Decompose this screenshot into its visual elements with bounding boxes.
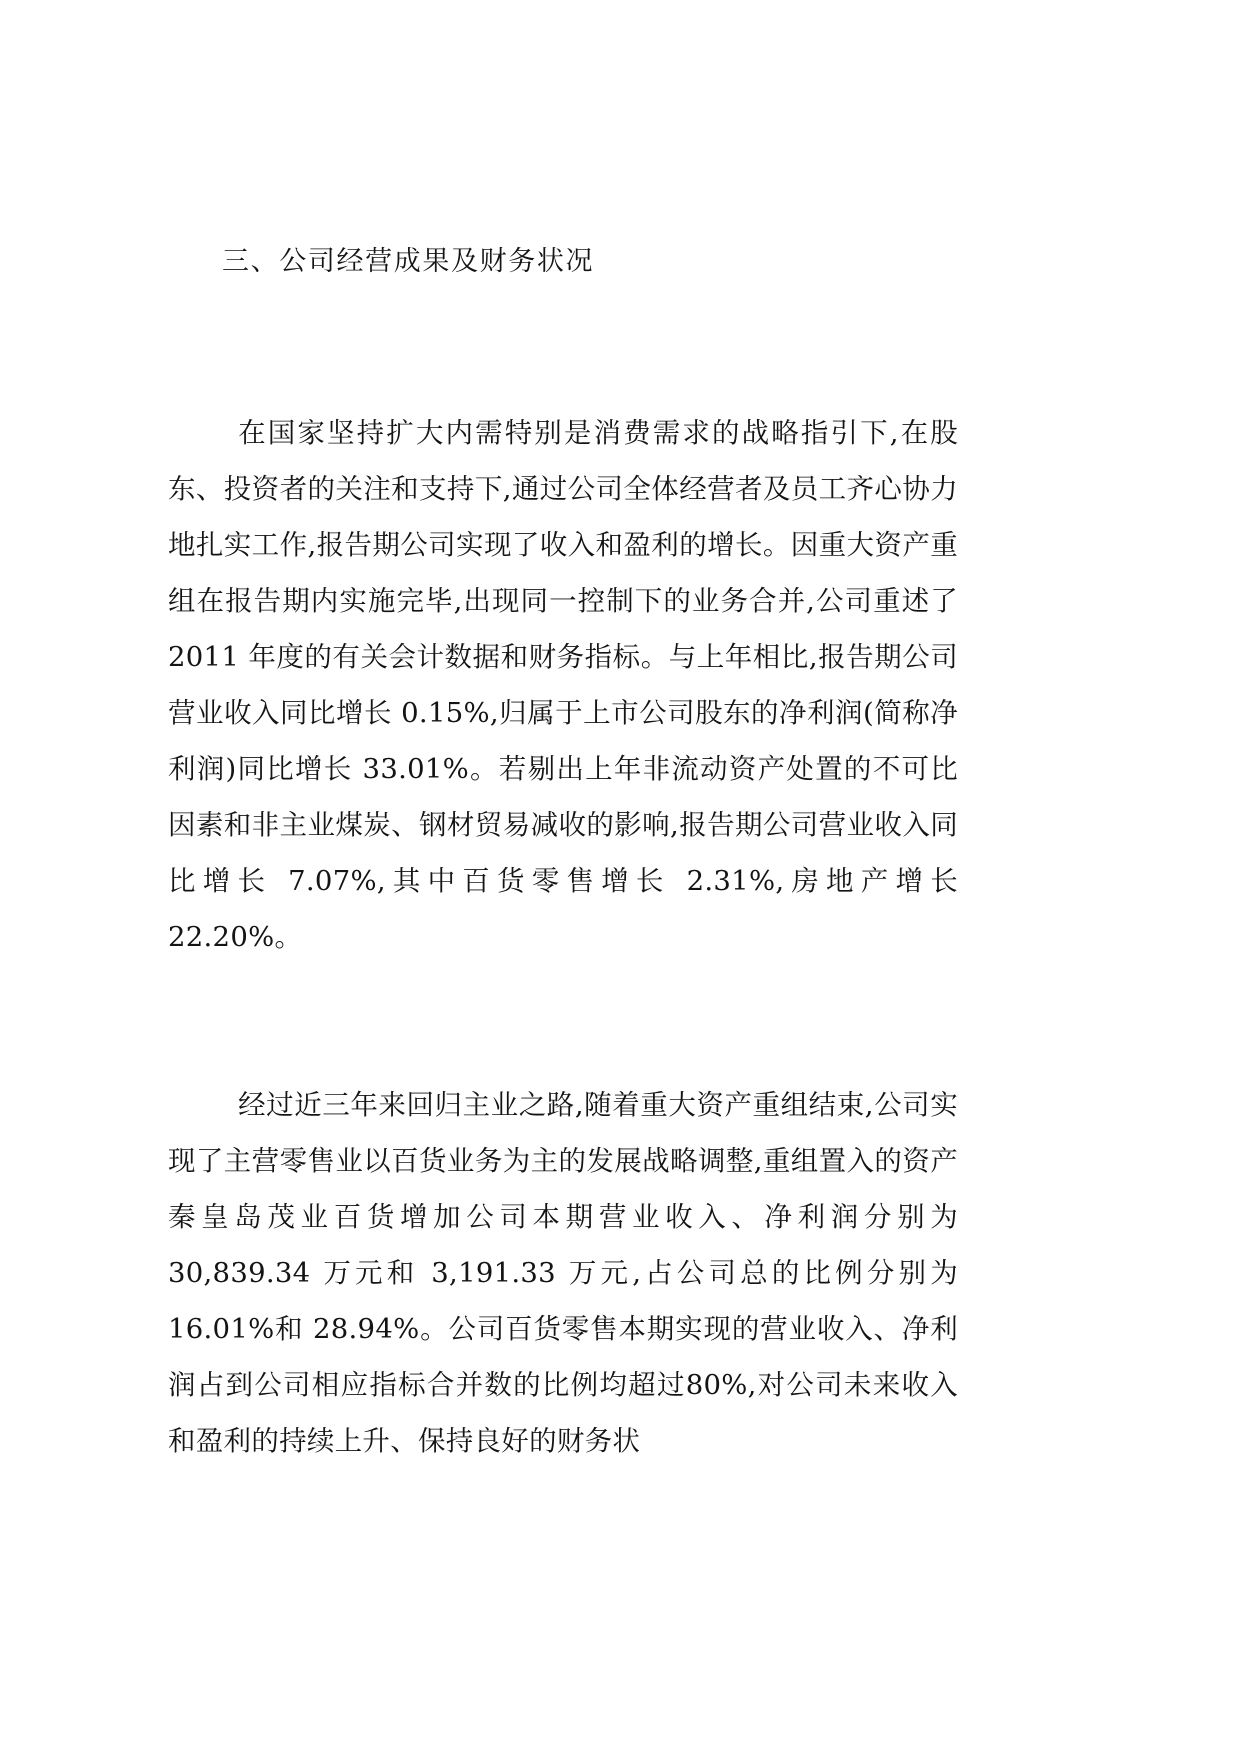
body-paragraph-1: 在国家坚持扩大内需特别是消费需求的战略指引下,在股东、投资者的关注和支持下,通过公司全体经营者及员工齐心协力地扎实工作,报告期公司实现了收入和盈利的增长。因重大资产重组在报告期内实施完毕,出现同一控制下的业务合并,公司重述了 2011 年度的有关会计数据和财务指标。与上年相比,报告期公司营业收入同比增长 0.15%,归属于上市公司股东的净利润(简称净利润)同比增长 33.01%。若剔出上年非流动资产处置的不可比因素和非主业煤炭、钢材贸易减收的影响,报告期公司营业收入同比增长 7.07%,其中百货零售增长 2.31%,房地产增长 22.20%。 (168, 416, 958, 953)
page-content (168, 0, 958, 1496)
section-heading: 三、公司经营成果及财务状况 (222, 246, 595, 277)
body-paragraph-2: 经过近三年来回归主业之路,随着重大资产重组结束,公司实现了主营零售业以百货业务为主的发展战略调整,重组置入的资产秦皇岛茂业百货增加公司本期营业收入、净利润分别为 30,839.34 万元和 3,191.33 万元,占公司总的比例分别为 16.01%和 28.94%。公司百货零售本期实现的营业收入、净利润占到公司相应指标合并数的比例均超过80%,对公司未来收入和盈利的持续上升、保持良好的财务状 (168, 1088, 958, 1457)
